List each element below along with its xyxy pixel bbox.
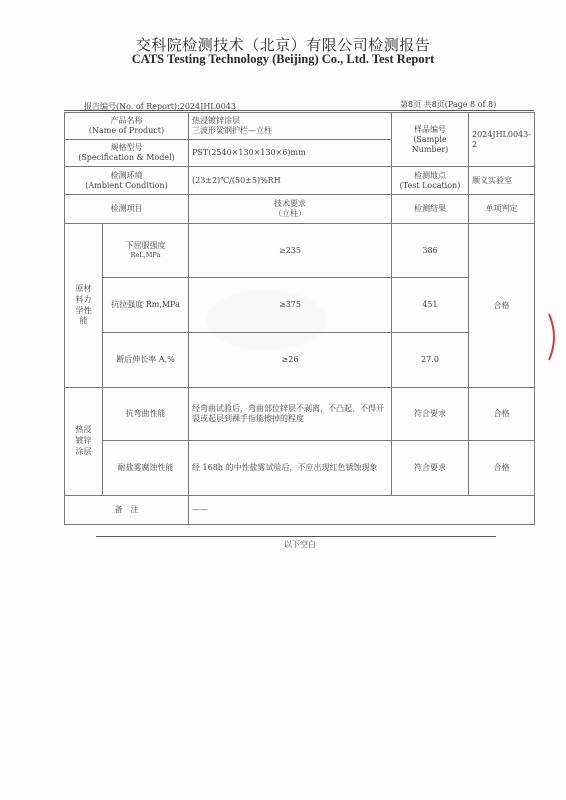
req-elongation: ≥26	[189, 333, 392, 388]
blank-below-note: 以下空白	[284, 540, 316, 549]
item-bending: 抗弯曲性能	[103, 388, 189, 441]
remarks-label: 备 注	[65, 496, 189, 525]
result-elongation: 27.0	[392, 333, 469, 388]
result-tensile-strength: 451	[392, 278, 469, 333]
col-result: 检测结果	[392, 195, 469, 224]
table-row	[65, 278, 535, 333]
item-salt-spray: 耐盐雾腐蚀性能	[103, 441, 189, 496]
group-mechanical: 原材料力学性能	[65, 224, 103, 388]
item-elongation: 断后伸长率 A,%	[103, 333, 189, 388]
group-coating: 热浸镀锌涂层	[65, 388, 103, 496]
result-yield-strength: 386	[392, 224, 469, 278]
report-number: 报告编号(No. of Report):2024JHL0043	[84, 102, 236, 111]
ambient-value: (23±2)℃/(50±5)%RH	[189, 167, 392, 195]
judgement-bending: 合格	[469, 388, 535, 441]
judgement-mechanical: 合格	[469, 224, 535, 388]
spec-value: PST(2540×130×130×6)mm	[189, 140, 392, 167]
col-item: 检测项目	[65, 195, 189, 224]
test-location-value: 顺义实验室	[469, 167, 535, 195]
test-report-table	[64, 112, 535, 525]
req-tensile-strength: ≥375	[189, 278, 392, 333]
remarks-row	[65, 496, 535, 525]
report-title-cn: 交科院检测技术（北京）有限公司检测报告	[135, 36, 431, 54]
report-title-en: CATS Testing Technology (Beijing) Co., Ltd. Test Report	[131, 52, 435, 66]
col-requirement: 技术要求 （立柱）	[189, 195, 392, 224]
item-tensile-strength: 抗拉强度 Rm,MPa	[103, 278, 189, 333]
req-yield-strength: ≥235	[189, 224, 392, 278]
table-row	[65, 388, 535, 441]
req-salt-spray: 经 168h 的中性盐雾试验后，不应出现红色锈蚀现象	[189, 441, 392, 496]
ambient-label: 检测环境 (Ambient Condition)	[65, 167, 189, 195]
test-location-label: 检测地点 (Test Location)	[392, 167, 469, 195]
sample-number-value: 2024JHL0043-2	[469, 113, 535, 167]
column-header-row	[65, 195, 535, 224]
item-yield-strength: 下屈服强度 ReL,MPa	[103, 224, 189, 278]
table-row	[65, 441, 535, 496]
req-bending: 经弯曲试验后，弯曲部位锌层不剥离，不凸起、不得开裂或起层到裸手指能擦掉的程度	[189, 388, 392, 441]
judgement-salt-spray: 合格	[469, 441, 535, 496]
info-row-ambient	[65, 167, 535, 195]
table-row	[65, 333, 535, 388]
header-rule	[64, 110, 534, 111]
page-number: 第8页 共8页(Page 8 of 8)	[400, 100, 497, 109]
result-salt-spray: 符合要求	[392, 441, 469, 496]
seal-edge-mark	[546, 312, 560, 362]
result-bending: 符合要求	[392, 388, 469, 441]
remarks-value: ——	[189, 496, 535, 525]
product-name-value: 热浸镀锌涂层 三波形梁钢护栏—立柱	[189, 113, 392, 140]
sample-number-label: 样品编号 (Sample Number)	[392, 113, 469, 167]
info-row-product	[65, 113, 535, 140]
table-row	[65, 224, 535, 278]
footer-rule	[96, 536, 496, 537]
col-judgement: 单项判定	[469, 195, 535, 224]
spec-label: 规格型号 (Specification & Model)	[65, 140, 189, 167]
product-name-label: 产品名称 (Name of Product)	[65, 113, 189, 140]
